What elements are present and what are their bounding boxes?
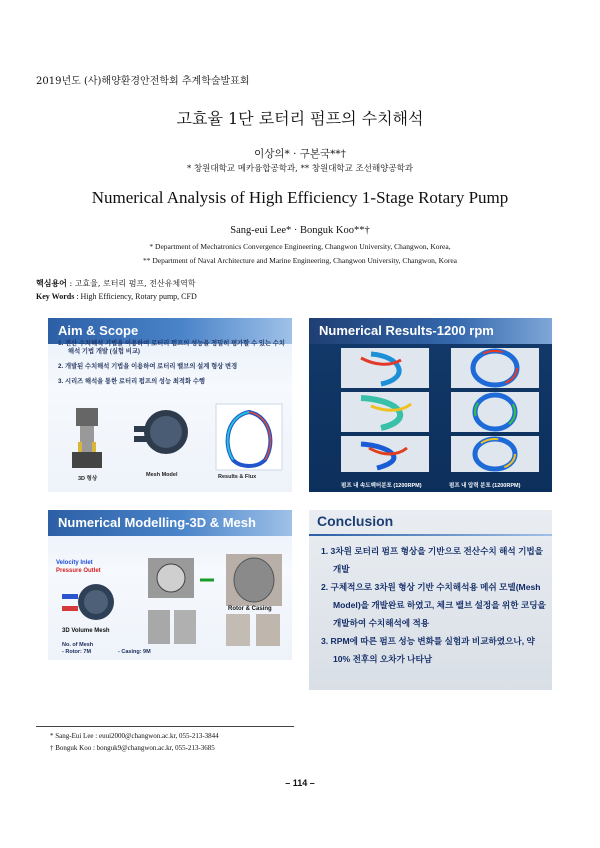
velocity-vector-images (341, 348, 429, 472)
korean-affiliations: * 창원대학교 메카융합공학과, ** 창원대학교 조선해양공학과 (186, 164, 414, 174)
korean-title: 고효율 1단 로터리 펌프의 수치해석 (176, 109, 424, 128)
slide-results-title: Numerical Results-1200 rpm (309, 318, 552, 344)
slide-numerical-modelling (48, 510, 292, 660)
english-affiliation-2: ** Department of Naval Architecture and Marine Engineering, Changwon University, Changwon, Korea (142, 256, 457, 265)
pump-results-image (216, 404, 282, 470)
english-affiliation-1: * Department of Mechatronics Convergence Engineering, Changwon University, Changwon, Korea, (149, 242, 451, 251)
slide-aim-title: Aim & Scope (48, 318, 292, 344)
mesh-count-rotor: - Rotor: 7M (62, 649, 92, 655)
aim-images (58, 402, 286, 480)
label-pressure-distribution: 펌프 내 압력 분포 (1200RPM) (449, 483, 521, 489)
slide-modelling-title: Numerical Modelling-3D & Mesh (48, 510, 292, 536)
volume-mesh-image (62, 584, 114, 620)
page-number: – 114 – (285, 778, 315, 788)
english-title: Numerical Analysis of High Efficiency 1-Stage Rotary Pump (91, 188, 509, 207)
conclusion-item: 1. 3차원 로터리 펌프 형상을 기반으로 전산수치 해석 기법을 개발 (321, 546, 543, 574)
conclusion-item: 3. RPM에 따른 펌프 성능 변화를 실험과 비교하였으나, 약 10% 전후의 오차가 나타남 (321, 636, 535, 664)
rotor-section-images (148, 558, 214, 644)
aim-item: 2. 개발된 수치해석 기법을 이용하여 로터리 밸브의 설계 형상 변경 (58, 363, 238, 370)
pressure-distribution-images (451, 348, 539, 472)
slide-numerical-results (309, 318, 552, 492)
pump-mesh-model-image (134, 410, 188, 454)
korean-authors: 이상의* · 구본국**† (254, 148, 346, 160)
label-results-flux: Results & Flux (218, 474, 257, 480)
aim-item: 3. 시리즈 해석을 통한 로터리 펌프의 성능 최적화 수행 (58, 378, 205, 385)
conclusion-list (321, 542, 546, 668)
slide-conclusion-title: Conclusion (317, 513, 394, 529)
footnote-divider (36, 726, 294, 727)
pressure-outlet-label: Pressure Outlet (56, 568, 101, 574)
label-velocity-distribution: 펌프 내 속도벡터분포 (1200RPM) (341, 483, 422, 489)
rotor-casing-label: Rotor & Casing (228, 606, 272, 612)
pump-3d-shape-image (72, 408, 102, 468)
label-3d-shape: 3D 형상 (78, 476, 98, 482)
conclusion-divider (309, 534, 552, 536)
footnote-1: * Sang-Eui Lee : euui2000@changwon.ac.kr, 055-213-3844 (50, 732, 219, 740)
english-keywords (36, 292, 197, 301)
rotor-casing-image (226, 554, 282, 646)
korean-keywords (36, 278, 196, 289)
velocity-inlet-label: Velocity Inlet (56, 560, 93, 566)
mesh-count-title: No. of Mesh (62, 642, 94, 648)
conclusion-item: 2. 구체적으로 3차원 형상 기반 수치해석용 메쉬 모델(Mesh Model)을 개발완료 하였고, 체크 밸브 설정을 위한 코딩을 개발하여 수치해석에 적용 (321, 582, 546, 628)
korean-keywords-value: : 고효율, 로터리 펌프, 전산유체역학 (66, 279, 196, 288)
english-authors: Sang-eui Lee* · Bonguk Koo**† (230, 225, 370, 236)
english-keywords-value: : High Efficiency, Rotary pump, CFD (74, 292, 197, 301)
slide-conclusion (309, 510, 552, 690)
slide-aim-scope (48, 318, 292, 492)
conference-header: 2019년도 (사)해양환경안전학회 추계학술발표회 (36, 76, 250, 87)
english-keywords-label: Key Words (36, 292, 75, 301)
aim-item: 1. 전산 수치해석 기법을 이용하여 로터리 펌프의 성능을 정밀히 평가할 수 있는 수치해석 기법 개발 (실험 비교) (58, 340, 285, 355)
volume-mesh-label: 3D Volume Mesh (62, 628, 110, 634)
aim-list (58, 340, 286, 393)
footnote-2: † Bonguk Koo : bonguk9@changwon.ac.kr, 055-213-3685 (50, 744, 215, 752)
mesh-count-casing: - Casing: 9M (118, 649, 151, 655)
korean-keywords-label: 핵심용어 (36, 278, 67, 288)
modelling-images (56, 550, 288, 654)
results-images (341, 348, 541, 476)
label-mesh-model: Mesh Model (146, 472, 178, 478)
